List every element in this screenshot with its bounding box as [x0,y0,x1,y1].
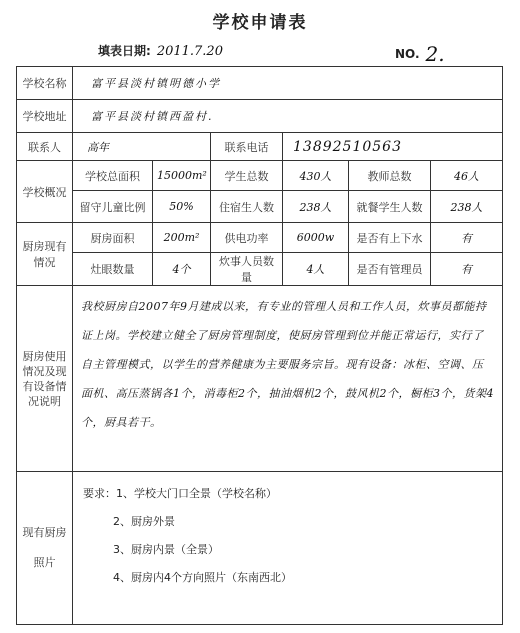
power-label: 供电功率 [211,223,283,253]
total-area-value: 15000m² [153,161,211,191]
contact-value: 高年 [73,133,211,161]
requirement-item: 要求：1、学校大门口全景（学校名称） [83,487,277,500]
photo-requirements [73,472,503,625]
phone-label: 联系电话 [211,133,283,161]
usage-row [17,286,503,472]
boarding-value: 238人 [283,191,349,223]
application-form-table [16,66,503,625]
school-address-row [17,100,503,133]
water-value: 有 [431,223,503,253]
form-number [395,42,445,66]
teachers-label: 教师总数 [349,161,431,191]
kitchen-row-1 [17,223,503,253]
water-label: 是否有上下水 [349,223,431,253]
school-address-label: 学校地址 [17,100,73,133]
boarding-label: 住宿生人数 [211,191,283,223]
overview-label: 学校概况 [17,161,73,223]
form-number-label: NO. [395,47,420,61]
left-behind-label: 留守儿童比例 [73,191,153,223]
requirement-item: 3、厨房内景（全景） [113,543,219,556]
requirement-item: 2、厨房外景 [113,515,175,528]
contact-row [17,133,503,161]
photos-label [17,472,73,625]
fill-date [98,42,223,59]
photos-row [17,472,503,625]
dining-label: 就餐学生人数 [349,191,431,223]
school-name-value: 富平县淡村镇明德小学 [73,67,503,100]
kitchen-label: 厨房现有情况 [17,223,73,286]
stoves-label: 灶眼数量 [73,253,153,286]
kitchen-area-label: 厨房面积 [73,223,153,253]
fill-date-value: 2011.7.20 [156,44,223,59]
fill-date-label: 填表日期: [98,44,151,58]
manager-label: 是否有管理员 [349,253,431,286]
cooks-value: 4人 [283,253,349,286]
kitchen-row-2 [17,253,503,286]
manager-value: 有 [431,253,503,286]
contact-label: 联系人 [17,133,73,161]
form-number-value: 2. [425,42,445,66]
photos-label-line-1: 现有厨房 [22,526,67,539]
overview-row-2 [17,191,503,223]
usage-label: 厨房使用情况及现有设备情况说明 [17,286,73,472]
cooks-label: 炊事人员数量 [211,253,283,286]
left-behind-value: 50% [153,191,211,223]
phone-value: 13892510563 [283,133,503,161]
form-title: 学校申请表 [212,13,308,33]
total-area-label: 学校总面积 [73,161,153,191]
dining-value: 238人 [431,191,503,223]
kitchen-area-value: 200m² [153,223,211,253]
stoves-value: 4个 [153,253,211,286]
power-value: 6000w [283,223,349,253]
overview-row-1 [17,161,503,191]
school-address-value: 富平县淡村镇西盈村. [73,100,503,133]
students-label: 学生总数 [211,161,283,191]
students-value: 430人 [283,161,349,191]
school-name-label: 学校名称 [17,67,73,100]
requirement-item: 4、厨房内4个方向照片（东南西北） [113,571,292,584]
teachers-value: 46人 [431,161,503,191]
photos-label-line-2: 照片 [33,556,56,569]
usage-description: 我校厨房自2007年9月建成以来，有专业的管理人员和工作人员，炊事员都能持证上岗。学校建立健全了厨房管理制度，使厨房管理到位并能正常运行，实行了自主管理模式，以学生的营养健康为主要服务宗旨。现有设备：冰柜、空调、压面机、高压蒸锅各1个，消毒柜2个，抽油烟机2个，鼓风机2个，橱柜3个，货架4个，厨具若干。 [73,286,503,472]
school-name-row [17,67,503,100]
